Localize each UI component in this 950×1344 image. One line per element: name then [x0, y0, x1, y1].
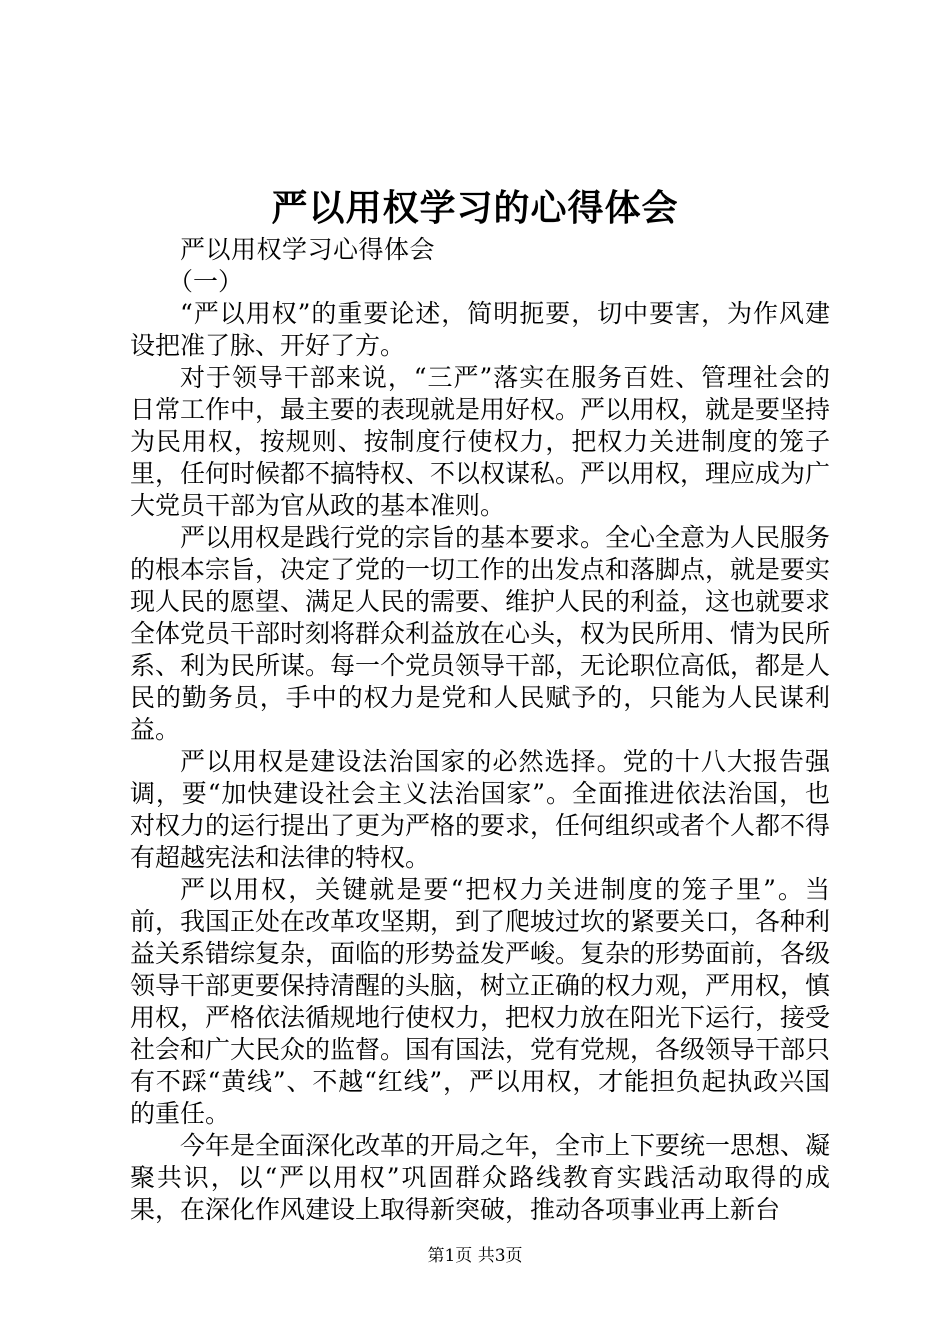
paragraph: 严以用权，关键就是要“把权力关进制度的笼子里”。当前，我国正处在改革攻坚期，到了爬坡过坎的紧要关口，各种利益关系错综复杂，面临的形势益发严峻。复杂的形势面前，各级领导干部更要保持清醒的头脑，树立正确的权力观，严用权，慎用权，严格依法循规地行使权力，把权力放在阳光下运行，接受社会和广大民众的监督。国有国法，党有党规，各级领导干部只有不踩“黄线”、不越“红线”，严以用权，才能担负起执政兴国的重任。 — [130, 875, 831, 1128]
paragraph: 今年是全面深化改革的开局之年，全市上下要统一思想、凝聚共识，以“严以用权”巩固群众路线教育实践活动取得的成果，在深化作风建设上取得新突破，推动各项事业再上新台 — [130, 1131, 831, 1224]
paragraph: 严以用权是建设法治国家的必然选择。党的十八大报告强调，要“加快建设社会主义法治国家”。全面推进依法治国，也对权力的运行提出了更为严格的要求，任何组织或者个人都不得有超越宪法和法律的特权。 — [130, 747, 831, 872]
section-label: （一） — [168, 267, 244, 296]
document-body — [130, 234, 830, 1226]
page-footer: 第1页 共3页 — [427, 1246, 523, 1266]
document-title: 严以用权学习的心得体会 — [271, 187, 679, 229]
paragraph: 对于领导干部来说，“三严”落实在服务百姓、管理社会的日常工作中，最主要的表现就是用好权。严以用权，就是要坚持为民用权，按规则、按制度行使权力，把权力关进制度的笼子里，任何时候都不搞特权、不以权谋私。严以用权，理应成为广大党员干部为官从政的基本准则。 — [130, 363, 831, 520]
paragraph: 严以用权是践行党的宗旨的基本要求。全心全意为人民服务的根本宗旨，决定了党的一切工作的出发点和落脚点，就是要实现人民的愿望、满足人民的需要、维护人民的利益，这也就要求全体党员干部时刻将群众利益放在心头，权为民所用、情为民所系、利为民所谋。每一个党员领导干部，无论职位高低，都是人民的勤务员，手中的权力是党和人民赋予的，只能为人民谋利益。 — [130, 523, 831, 744]
document-subtitle: 严以用权学习心得体会 — [180, 235, 436, 264]
paragraph: “严以用权”的重要论述，简明扼要，切中要害，为作风建设把准了脉、开好了方。 — [130, 299, 830, 360]
